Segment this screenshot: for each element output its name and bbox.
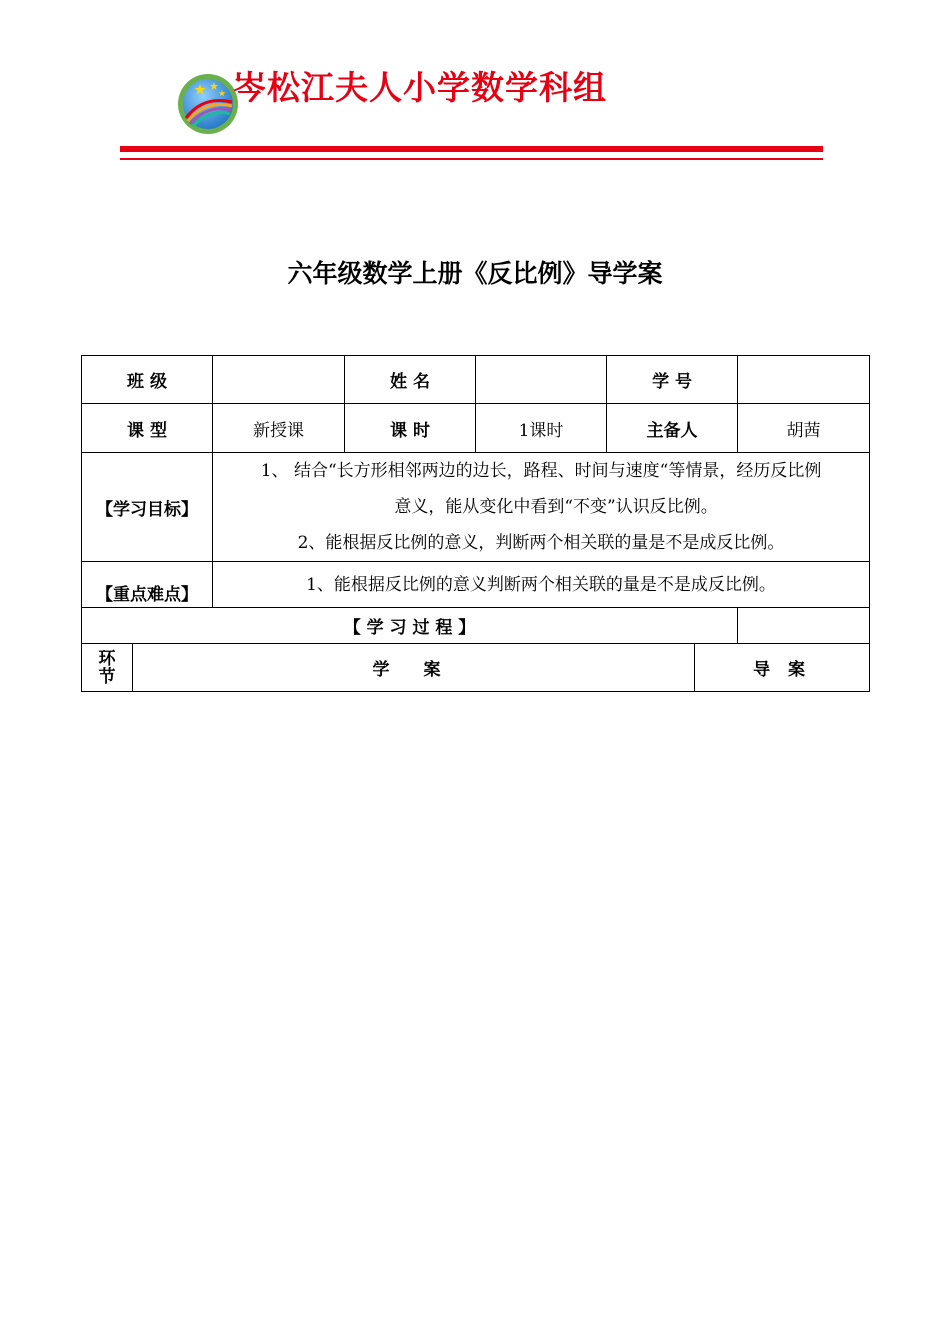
class-label: 班 级 [82,356,213,404]
goals-label: 【学习目标】 [82,453,213,562]
name-value[interactable] [476,356,607,404]
document-title: 六年级数学上册《反比例》导学案 [287,259,663,288]
study-plan-column-header: 学 案 [133,644,695,692]
goal-item-1-line-2: 意义，能从变化中看到“不变”认识反比例。 [394,497,718,517]
info-row-2 [82,404,870,453]
info-row-1 [82,356,870,404]
keypoints-row [82,562,870,608]
lesson-type-label: 课 型 [82,404,213,453]
period-value: 1课时 [476,404,607,453]
header-rule-thin [120,158,823,160]
goal-item-2: 2、能根据反比例的意义，判断两个相关联的量是不是成反比例。 [297,533,785,553]
process-title: 【 学 习 过 程 】 [82,608,738,644]
guide-plan-column-header: 导 案 [695,644,870,692]
class-value[interactable] [213,356,345,404]
preparer-value: 胡茜 [738,404,870,453]
lesson-type-value: 新授课 [213,404,345,453]
process-header-row [82,644,870,692]
step-column-header: 环节 [82,644,133,692]
school-name: 岑松江夫人小学数学科组 [233,68,607,107]
school-emblem-icon [176,72,240,136]
keypoints-label: 【重点难点】 [82,562,213,608]
keypoint-item-1: 1、能根据反比例的意义判断两个相关联的量是不是成反比例。 [213,562,870,608]
period-label: 课 时 [345,404,476,453]
goal-item-1-line-1: 1、 结合“长方形相邻两边的边长，路程、时间与速度“等情景，经历反比例 [260,461,822,481]
lesson-plan-table [81,355,870,692]
process-title-row [82,608,870,644]
header-rule-thick [120,146,823,152]
student-id-label: 学 号 [607,356,738,404]
goals-content [213,453,870,562]
preparer-label: 主备人 [607,404,738,453]
goals-row [82,453,870,562]
student-id-value[interactable] [738,356,870,404]
name-label: 姓 名 [345,356,476,404]
